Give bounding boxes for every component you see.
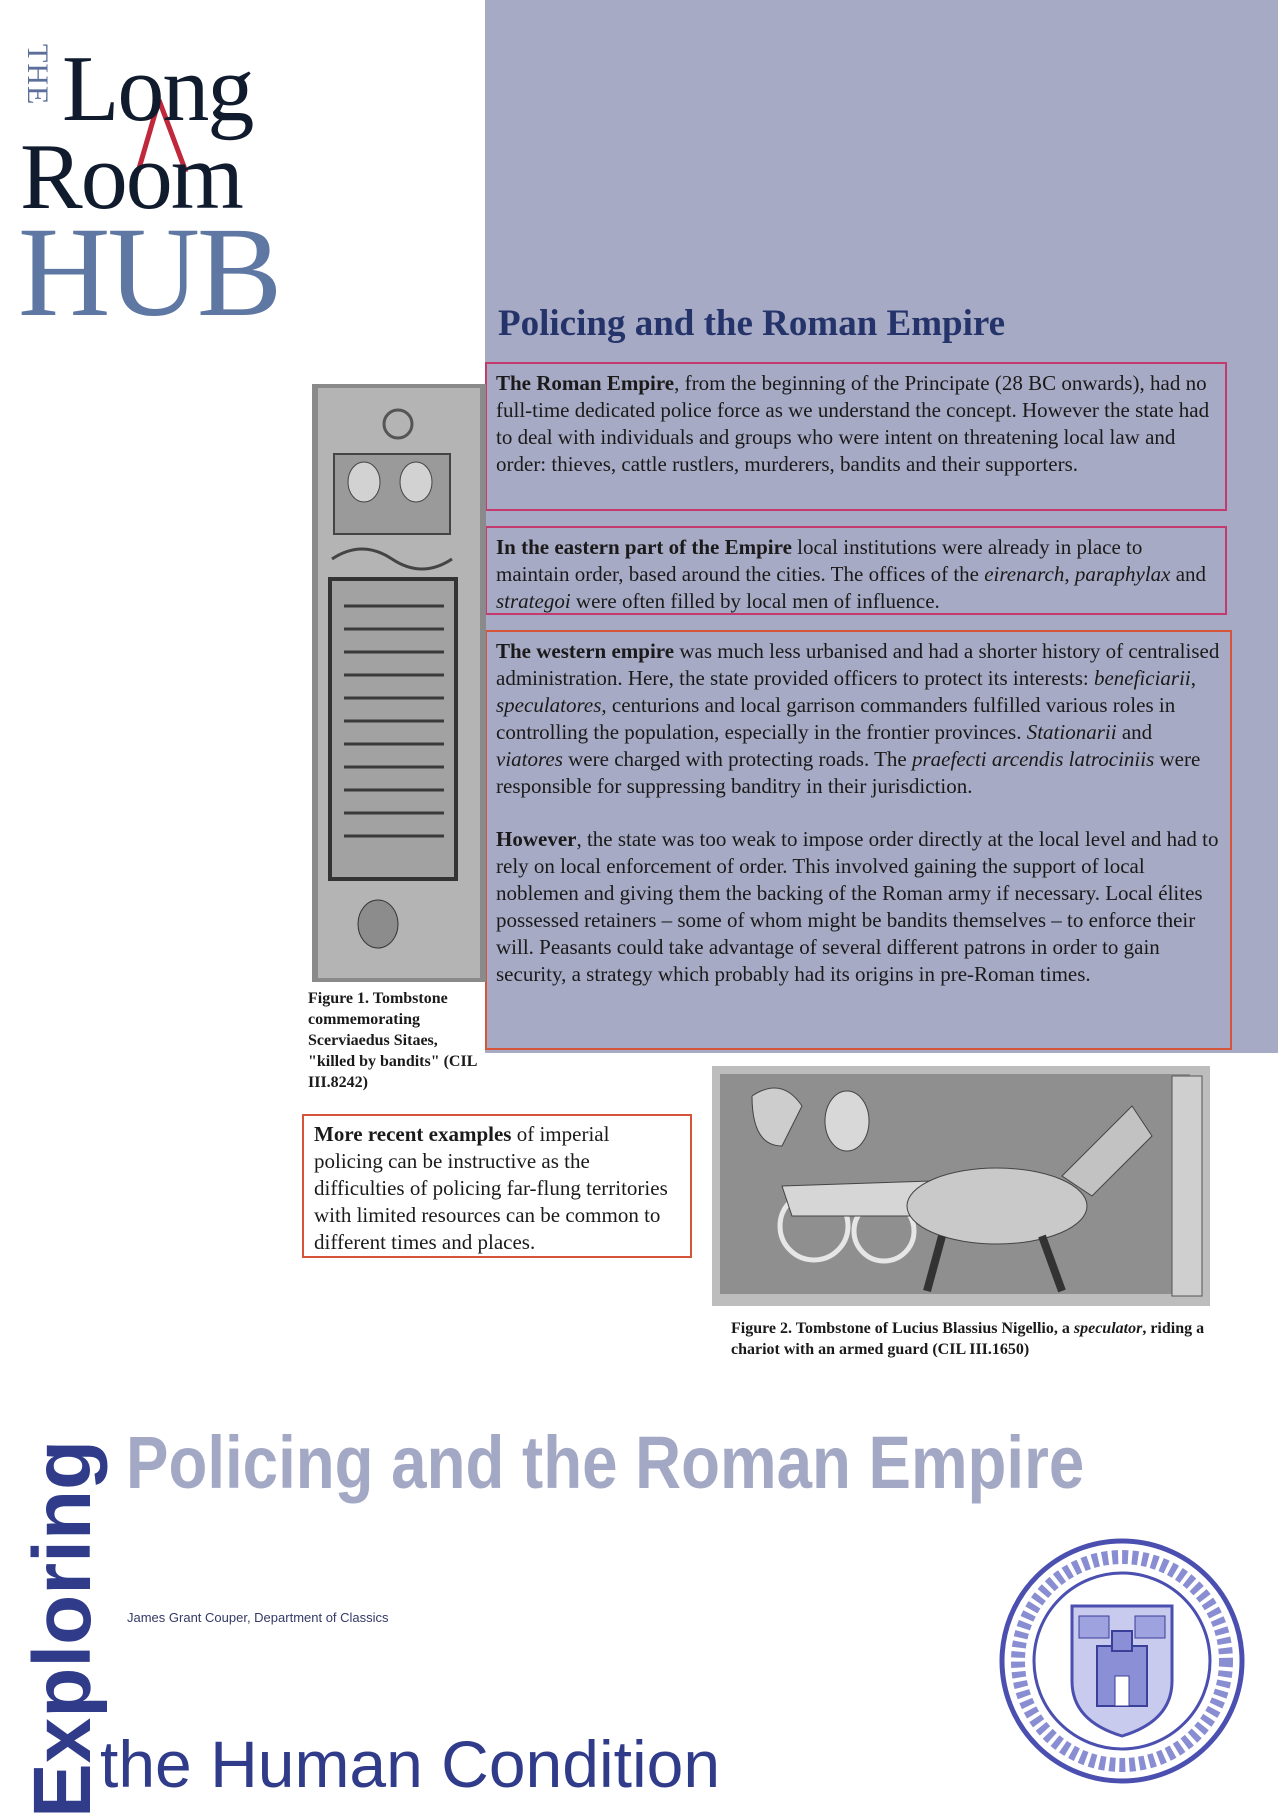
footer-title: Policing and the Roman Empire	[126, 1421, 1085, 1504]
figure-2-caption-b: , riding a chariot with an armed guard (CIL III.1650)	[731, 1320, 1205, 1358]
figure-2-tombstone-image	[712, 1066, 1210, 1306]
figure-1-caption: Figure 1. Tombstone commemorating Scerviaedus Sitaes, "killed by bandits" (CIL III.8242)	[308, 990, 477, 1091]
recent-examples-lead: More recent examples	[314, 1122, 512, 1146]
eastern-text-3: and	[1170, 562, 1207, 586]
term-viatores: viatores	[496, 747, 563, 771]
term-stationarii: Stationarii	[1026, 720, 1117, 744]
western-text-6: were responsible for suppressing banditry in their jurisdiction.	[496, 747, 1201, 798]
eastern-text-2: ,	[1064, 562, 1075, 586]
western-empire-box	[485, 630, 1232, 1050]
term-beneficiarii: beneficiarii	[1093, 666, 1191, 690]
however-text: , the state was too weak to impose order directly at the local level and had to rely on local enforcement of order. This involved gaining the support of local noblemen and giving them the backing of the Roman army if necessary. Local élites possessed retainers – some of whom might be bandits themselves – to enforce their will. Peasants could take advantage of several different patrons in order to gain security, a strategy which probably had its origins in pre-Roman times.	[496, 827, 1219, 986]
eastern-empire-box	[485, 526, 1227, 615]
recent-examples-box	[302, 1114, 692, 1258]
eastern-text-4: were often filled by local men of influence.	[570, 589, 940, 613]
term-eirenarch: eirenarch	[984, 562, 1065, 586]
term-paraphylax: paraphylax	[1074, 562, 1171, 586]
however-paragraph	[496, 826, 1224, 988]
trinity-college-seal-icon	[997, 1536, 1247, 1786]
figure-2-caption-italic: speculator	[1073, 1320, 1143, 1337]
author-credit: James Grant Couper, Department of Classics	[127, 1610, 389, 1625]
figure-2-caption	[731, 1318, 1231, 1360]
long-room-hub-logo	[18, 22, 318, 343]
western-paragraph	[496, 638, 1224, 800]
western-text-5: were charged with protecting roads. The	[562, 747, 912, 771]
logo-the: THE	[21, 44, 54, 106]
however-lead: However	[496, 827, 577, 851]
intro-box	[485, 362, 1227, 511]
western-text-1: was much less urbanised and had a shorter history of centralised administration. Here, the state provided officers to protect its interests:	[496, 639, 1220, 690]
term-strategoi: strategoi	[496, 589, 571, 613]
human-condition-text: the Human Condition	[100, 1727, 721, 1801]
logo-long: Long	[62, 37, 253, 141]
intro-lead: The Roman Empire	[496, 371, 675, 395]
logo-room: Room	[20, 125, 242, 229]
page-title: Policing and the Roman Empire	[498, 303, 1006, 344]
western-lead: The western empire	[496, 639, 675, 663]
exploring-vertical-text: Exploring	[17, 1439, 108, 1818]
eastern-text-1: local institutions were already in place to maintain order, based around the cities. The offices of the	[496, 535, 1143, 586]
logo-hub: HUB	[18, 201, 280, 343]
figure-1-tombstone-image	[312, 384, 486, 982]
western-text-4: and	[1116, 720, 1153, 744]
eastern-lead: In the eastern part of the Empire	[496, 535, 792, 559]
term-praefecti: praefecti arcendis latrociniis	[912, 747, 1155, 771]
term-speculatores: speculatores	[496, 693, 602, 717]
figure-2-caption-a: Figure 2. Tombstone of Lucius Blassius Nigellio, a	[731, 1320, 1074, 1337]
recent-examples-text: of imperial policing can be instructive as the difficulties of policing far-flung territories with limited resources can be common to different times and places.	[314, 1122, 668, 1254]
western-text-2: ,	[1190, 666, 1197, 690]
western-text-3: , centurions and local garrison commanders fulfilled various roles in controlling the population, especially in the frontier provinces.	[496, 693, 1176, 744]
intro-text: , from the beginning of the Principate (28 BC onwards), had no full-time dedicated police force as we understand the concept. However the state had to deal with individuals and groups who were intent on threatening local law and order: thieves, cattle rustlers, murderers, bandits and their supporters.	[496, 371, 1210, 476]
